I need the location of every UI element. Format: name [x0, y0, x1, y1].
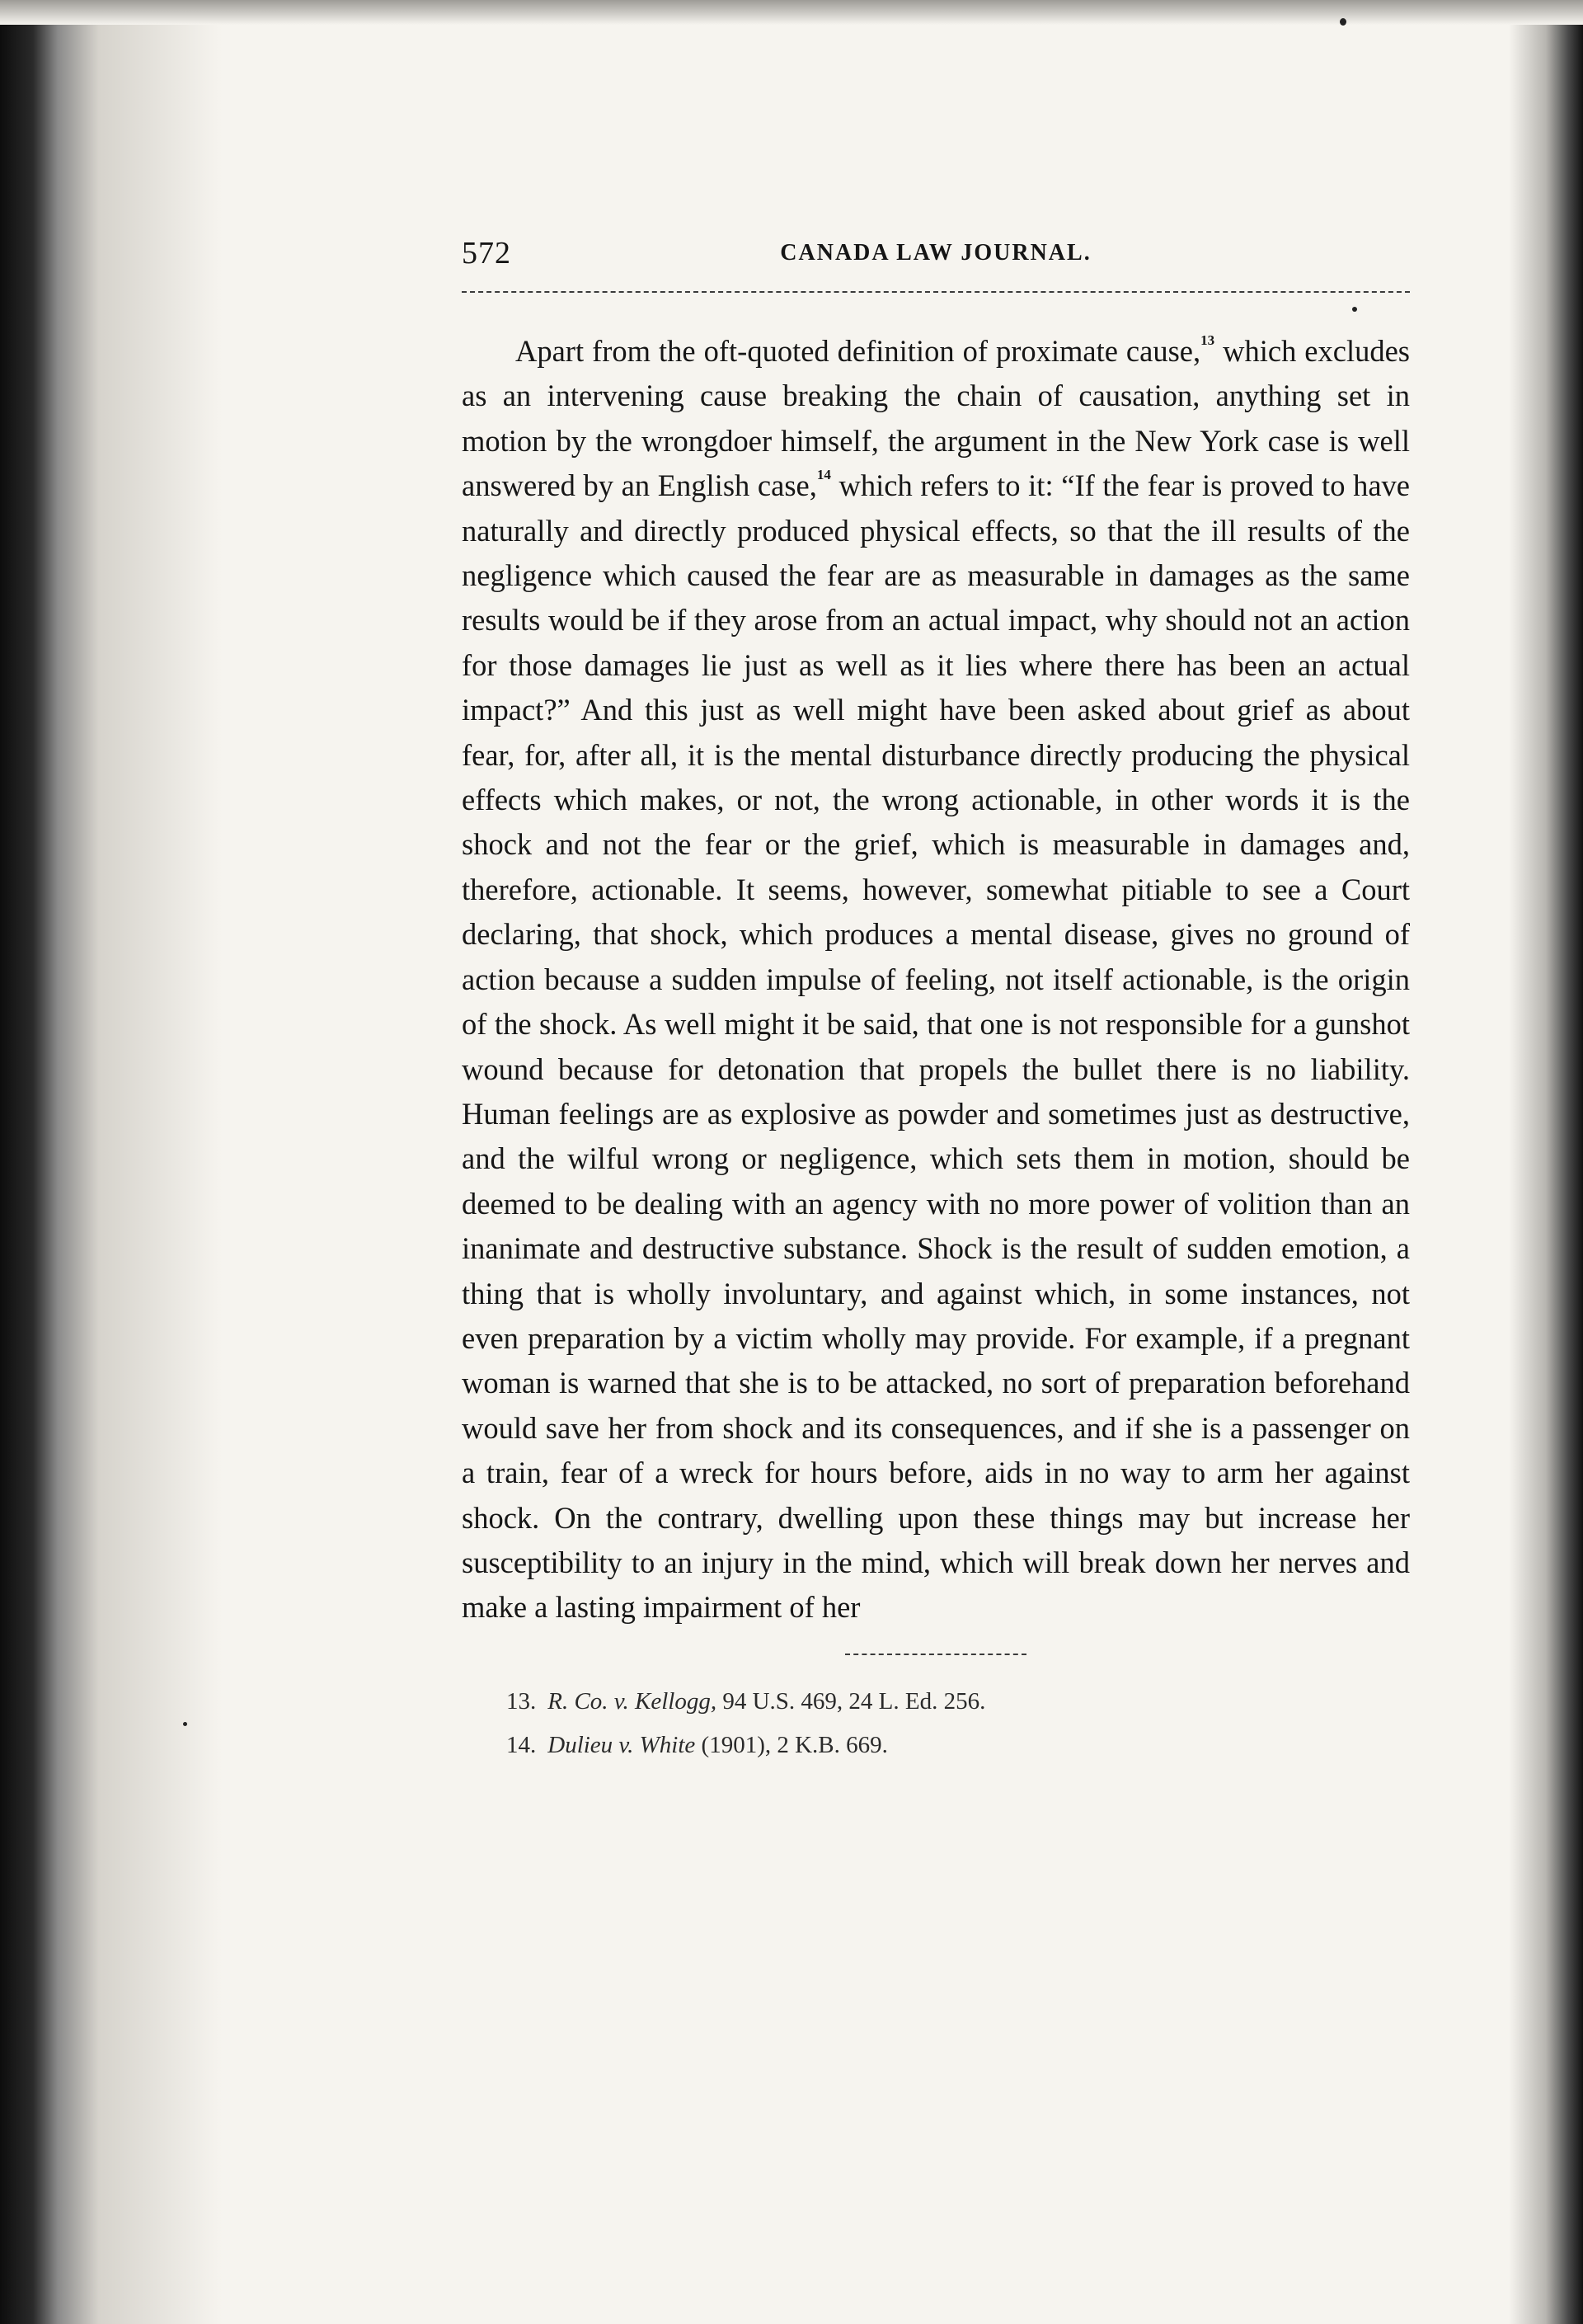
body-text-part-1: Apart from the oft-quoted definition of proximate cause, — [515, 334, 1201, 368]
footnote-case-name: R. Co. v. Kellogg, — [547, 1687, 717, 1715]
footnote-rule — [845, 1654, 1026, 1655]
footnote-citation: 94 U.S. 469, 24 L. Ed. 256. — [716, 1687, 986, 1715]
header-rule — [462, 291, 1410, 293]
footnotes — [462, 1680, 1410, 1767]
footnote-number: 14. — [506, 1731, 537, 1758]
page-number: 572 — [462, 236, 511, 271]
body-paragraph — [462, 329, 1410, 1630]
scan-speck — [183, 1722, 187, 1726]
footnote-number: 13. — [506, 1687, 537, 1715]
scan-speck — [1340, 18, 1346, 26]
footnote-ref-13: 13 — [1200, 332, 1215, 348]
scan-shadow-right — [1509, 0, 1583, 2324]
journal-title: CANADA LAW JOURNAL. — [780, 240, 1092, 266]
scan-shadow-left — [0, 0, 223, 2324]
footnote-13 — [506, 1680, 1410, 1724]
footnote-citation: (1901), 2 K.B. 669. — [695, 1731, 888, 1758]
footnote-14 — [506, 1724, 1410, 1767]
running-head — [462, 235, 1410, 285]
body-text-part-2: which excludes as an intervening cause breaking the chain of causation, anything set in motion by the wrongdoer himself, the argument in the New York case is well answered by an English case, — [462, 334, 1411, 503]
body-text-part-3: which refers to it: “If the fear is proved to have naturally and directly produced physical effects, so that the ill results of the negligence which caused the fear are as measurable in damages as the same results would be if they arose from an actual impact, why should not an action for those damages lie just as well as it lies where there has been an actual impact?” And this just as well might have been asked about grief as about fear, for, after all, it is the mental disturbance directly producing the physical effects which makes, or not, the wrong actionable, in other words it is the shock and not the fear or the grief, which is measurable in damages and, therefore, actionable. It seems, however, somewhat pitiable to see a Court declaring, that shock, which produces a mental disease, gives no ground of action because a sudden impulse of feeling, not itself actionable, is the origin of the shock. As well might it be said, that one is not responsible for a gunshot wound because for detonation that propels the bullet there is no liability. Human feelings are as explosive as powder and sometimes just as destructive, and the wilful wrong or negligence, which sets them in motion, should be deemed to be dealing with an agency with no more power of volition than an inanimate and destructive substance. Shock is the result of sudden emotion, a thing that is wholly involuntary, and against which, in some instances, not even preparation by a victim wholly may provide. For example, if a pregnant woman is warned that she is to be attacked, no sort of preparation beforehand would save her from shock and its consequences, and if she is a passenger on a train, fear of a wreck for hours before, aids in no way to arm her against shock. On the contrary, dwelling upon these things may but increase her susceptibility to an injury in the mind, which will break down her nerves and make a lasting impairment of her — [462, 468, 1411, 1625]
book-page — [462, 235, 1410, 1767]
footnote-case-name: Dulieu v. White — [547, 1731, 696, 1758]
footnote-ref-14: 14 — [816, 467, 831, 483]
